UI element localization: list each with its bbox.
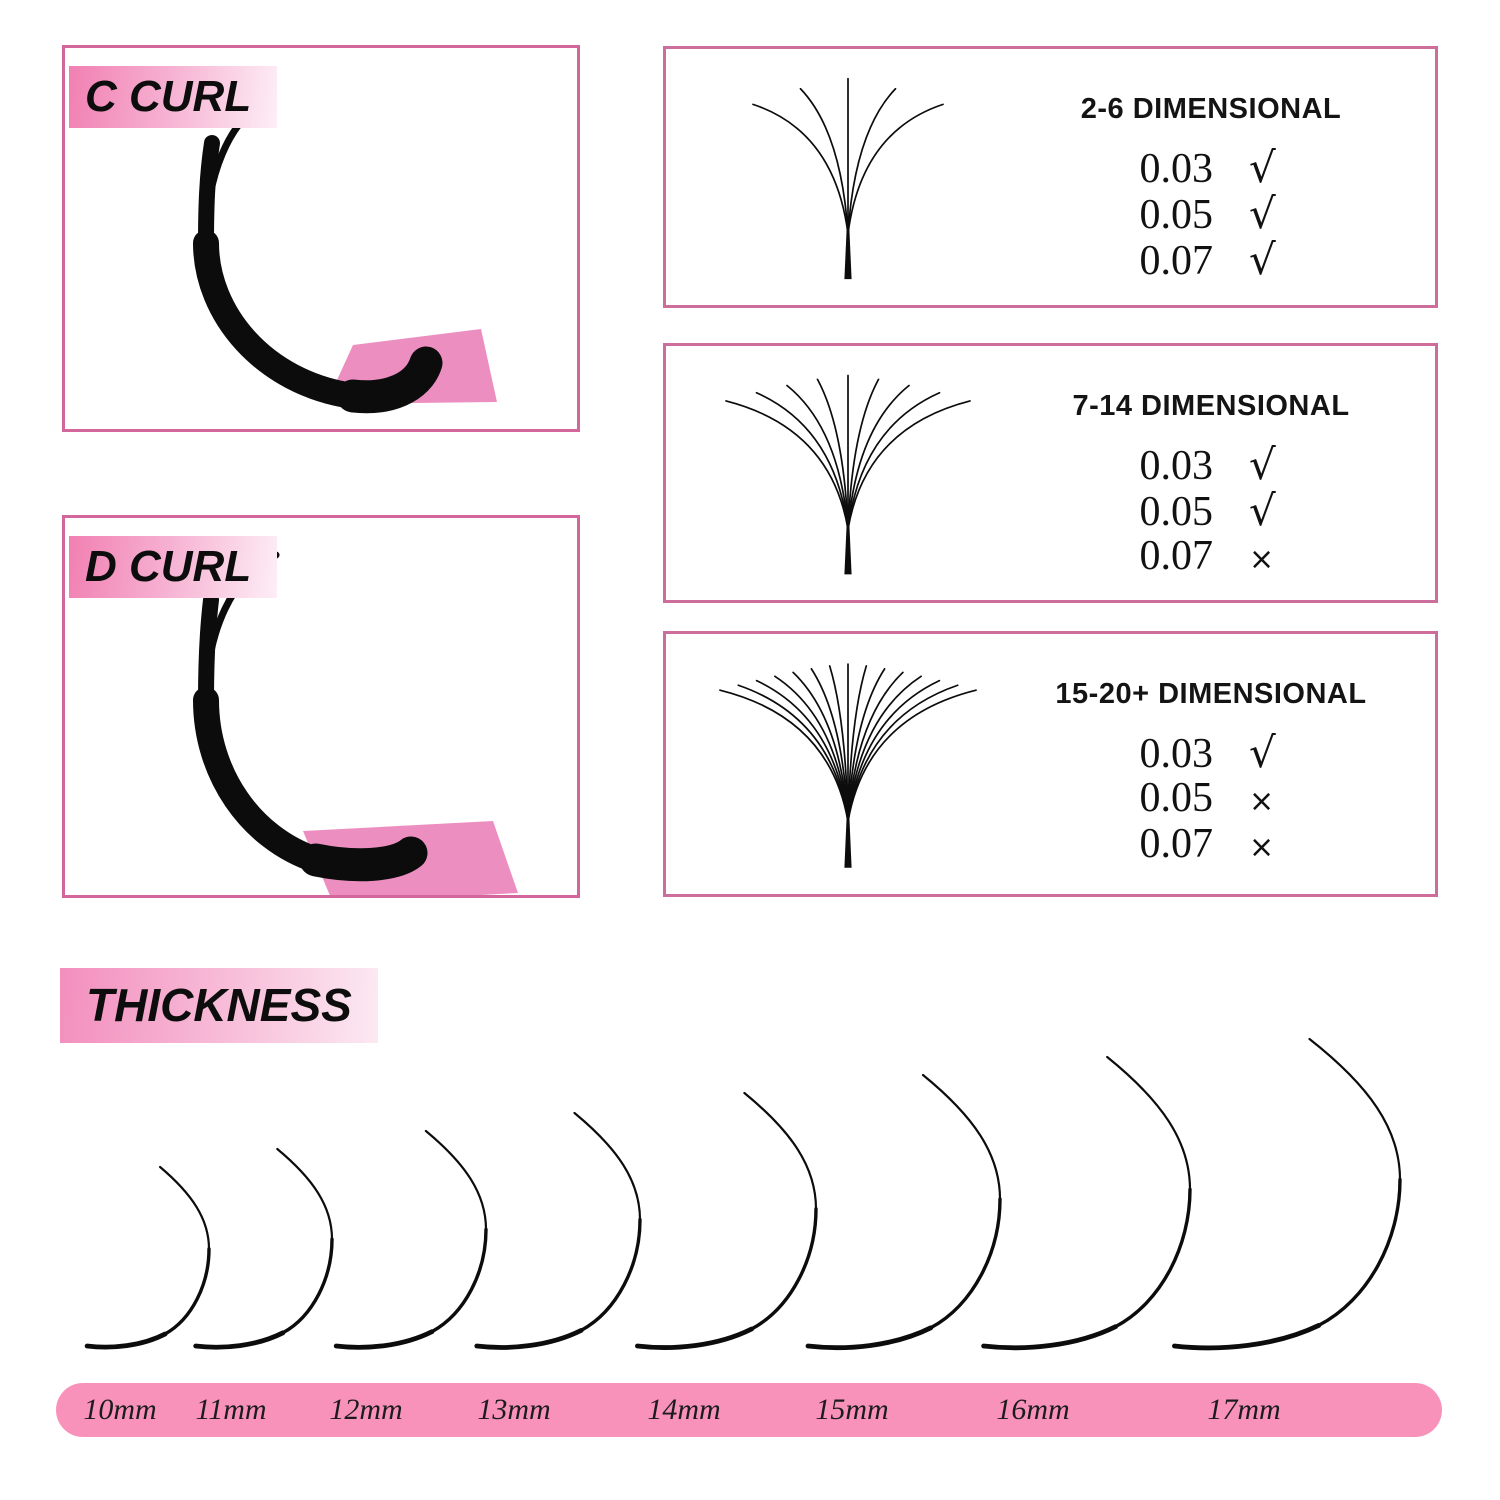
availability-mark: ×	[1249, 784, 1275, 819]
thickness-value: 0.05	[1139, 192, 1213, 238]
c-curl-label-text: C CURL	[85, 72, 252, 121]
thickness-value: 0.03	[1139, 146, 1213, 192]
thickness-value: 0.03	[1139, 731, 1213, 777]
d-curl-label-text: D CURL	[85, 542, 252, 591]
lash-fan-icon-medium	[676, 350, 1036, 599]
availability-mark: √	[1249, 728, 1276, 777]
c-curl-label	[69, 66, 277, 128]
thickness-row	[996, 728, 1426, 777]
thickness-value: 0.07	[1139, 821, 1213, 867]
availability-mark: √	[1249, 235, 1276, 284]
dimension-card-2-6	[663, 46, 1438, 308]
thickness-row	[996, 143, 1426, 192]
length-label-17mm: 17mm	[1207, 1393, 1281, 1426]
dimension-card-2-6-text	[996, 93, 1426, 284]
length-label-13mm: 13mm	[477, 1393, 551, 1426]
availability-mark: √	[1249, 143, 1276, 192]
dimension-card-title: 2-6 DIMENSIONAL	[1080, 93, 1342, 125]
dimension-card-rows	[996, 728, 1426, 866]
d-curl-card	[62, 515, 580, 898]
thickness-value: 0.05	[1139, 775, 1213, 821]
dimension-card-title: 7-14 DIMENSIONAL	[1072, 390, 1350, 422]
thickness-row	[996, 774, 1426, 820]
availability-mark: ×	[1249, 542, 1275, 577]
length-label-12mm: 12mm	[329, 1393, 403, 1426]
thickness-label-text: THICKNESS	[86, 979, 352, 1031]
availability-mark: √	[1249, 189, 1276, 238]
availability-mark: ×	[1249, 830, 1275, 865]
thickness-row	[996, 440, 1426, 489]
thickness-value: 0.07	[1139, 533, 1213, 579]
lash-fan-icon-large	[676, 638, 1036, 893]
dimension-card-title: 15-20+ DIMENSIONAL	[1055, 678, 1367, 710]
length-label-11mm: 11mm	[195, 1393, 267, 1426]
thickness-value: 0.05	[1139, 489, 1213, 535]
thickness-row	[996, 486, 1426, 535]
lash-fan-icon-small	[676, 53, 1036, 304]
lash-length-curves	[0, 1020, 1500, 1360]
length-label-16mm: 16mm	[996, 1393, 1070, 1426]
d-curl-label	[69, 536, 277, 598]
length-scale-bar	[56, 1383, 1442, 1437]
length-label-10mm: 10mm	[83, 1393, 157, 1426]
c-curl-card	[62, 45, 580, 432]
dimension-card-7-14-text	[996, 390, 1426, 578]
thickness-row	[996, 235, 1426, 284]
thickness-row	[996, 532, 1426, 578]
dimension-card-7-14	[663, 343, 1438, 603]
dimension-card-rows	[996, 143, 1426, 284]
thickness-row	[996, 189, 1426, 238]
availability-mark: √	[1249, 440, 1276, 489]
thickness-value: 0.03	[1139, 443, 1213, 489]
dimension-card-15-20-text	[996, 678, 1426, 866]
length-label-14mm: 14mm	[647, 1393, 721, 1426]
dimension-card-rows	[996, 440, 1426, 578]
thickness-row	[996, 820, 1426, 866]
availability-mark: √	[1249, 486, 1276, 535]
length-label-15mm: 15mm	[815, 1393, 889, 1426]
thickness-value: 0.07	[1139, 238, 1213, 284]
dimension-card-15-20	[663, 631, 1438, 897]
